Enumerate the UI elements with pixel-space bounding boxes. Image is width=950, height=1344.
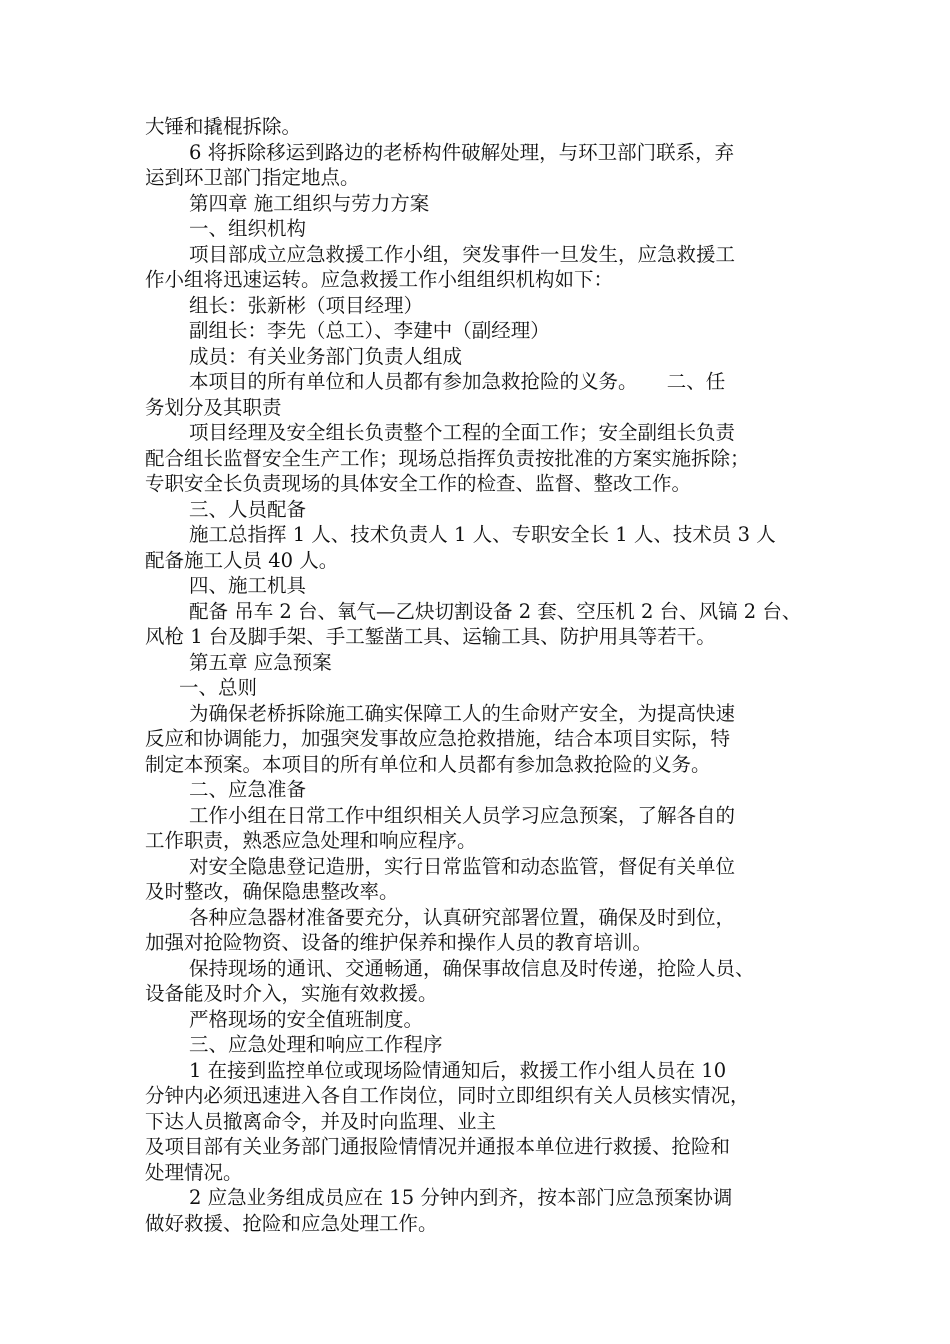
text-line: 及项目部有关业务部门通报险情情况并通报本单位进行救援、抢险和 (145, 1135, 731, 1158)
text-line: 本项目的所有单位和人员都有参加急救抢险的义务。 二、任 (189, 370, 726, 393)
text-line: 组长：张新彬（项目经理） (189, 293, 424, 317)
text-line: 专职安全长负责现场的具体安全工作的检查、监督、整改工作。 (145, 472, 692, 495)
text-line: 6 将拆除移运到路边的老桥构件破解处理，与环卫部门联系，弃 (189, 140, 735, 164)
text-line: 一、总则 (179, 676, 258, 699)
text-line: 三、人员配备 (189, 497, 307, 521)
text-line: 风枪 1 台及脚手架、手工錾凿工具、运输工具、防护用具等若干。 (145, 625, 716, 648)
text-line: 工作小组在日常工作中组织相关人员学习应急预案，了解各自的 (189, 803, 736, 827)
text-line: 保持现场的通讯、交通畅通，确保事故信息及时传递，抢险人员、 (189, 956, 755, 980)
text-line: 务划分及其职责 (145, 395, 282, 419)
text-line: 2 应急业务组成员应在 15 分钟内到齐，按本部门应急预案协调 (189, 1186, 733, 1209)
text-line: 分钟内必须迅速进入各自工作岗位，同时立即组织有关人员核实情况， (145, 1084, 750, 1107)
text-line: 三、应急处理和响应工作程序 (189, 1033, 443, 1056)
text-line: 反应和协调能力，加强突发事故应急抢救措施，结合本项目实际，特 (145, 727, 731, 750)
text-line: 运到环卫部门指定地点。 (145, 166, 360, 189)
text-line: 项目经理及安全组长负责整个工程的全面工作；安全副组长负责 (189, 421, 736, 444)
document-body (145, 114, 825, 1236)
text-line: 对安全隐患登记造册，实行日常监管和动态监管，督促有关单位 (189, 854, 736, 878)
text-line: 工作职责，熟悉应急处理和响应程序。 (145, 829, 477, 852)
text-line: 配备施工人员 40 人。 (145, 548, 339, 572)
text-line: 为确保老桥拆除施工确实保障工人的生命财产安全，为提高快速 (189, 701, 736, 725)
text-line: 处理情况。 (145, 1160, 243, 1184)
text-line: 设备能及时介入，实施有效救援。 (145, 982, 438, 1005)
text-line: 制定本预案。本项目的所有单位和人员都有参加急救抢险的义务。 (145, 752, 711, 776)
text-line: 大锤和撬棍拆除。 (145, 115, 302, 138)
text-line: 各种应急器材准备要充分，认真研究部署位置，确保及时到位， (189, 905, 736, 929)
text-line: 施工总指挥 1 人、技术负责人 1 人、专职安全长 1 人、技术员 3 人 (189, 523, 776, 546)
text-line: 副组长：李先（总工）、李建中（副经理） (189, 319, 550, 342)
text-line: 下达人员撤离命令，并及时向监理、业主 (145, 1109, 497, 1133)
text-line: 项目部成立应急救援工作小组，突发事件一旦发生，应急救援工 (189, 242, 736, 266)
text-line: 第五章 应急预案 (189, 650, 332, 674)
text-line: 成员：有关业务部门负责人组成 (189, 344, 463, 368)
text-line: 一、组织机构 (189, 217, 307, 240)
text-line: 加强对抢险物资、设备的维护保养和操作人员的教育培训。 (145, 931, 653, 954)
text-line: 二、应急准备 (189, 778, 307, 801)
text-line: 及时整改，确保隐患整改率。 (145, 880, 399, 903)
text-line: 做好救援、抢险和应急处理工作。 (145, 1211, 438, 1235)
text-line: 配备 吊车 2 台、氧气—乙炔切割设备 2 套、空压机 2 台、风镐 2 台、 (189, 599, 802, 623)
text-line: 配合组长监督安全生产工作；现场总指挥负责按批准的方案实施拆除； (145, 446, 750, 470)
text-line: 四、施工机具 (189, 574, 307, 597)
text-line: 第四章 施工组织与劳力方案 (189, 191, 430, 215)
text-line: 1 在接到监控单位或现场险情通知后，救援工作小组人员在 10 (189, 1058, 727, 1082)
text-line: 严格现场的安全值班制度。 (189, 1007, 424, 1031)
text-line: 作小组将迅速运转。应急救援工作小组组织机构如下： (145, 268, 614, 291)
